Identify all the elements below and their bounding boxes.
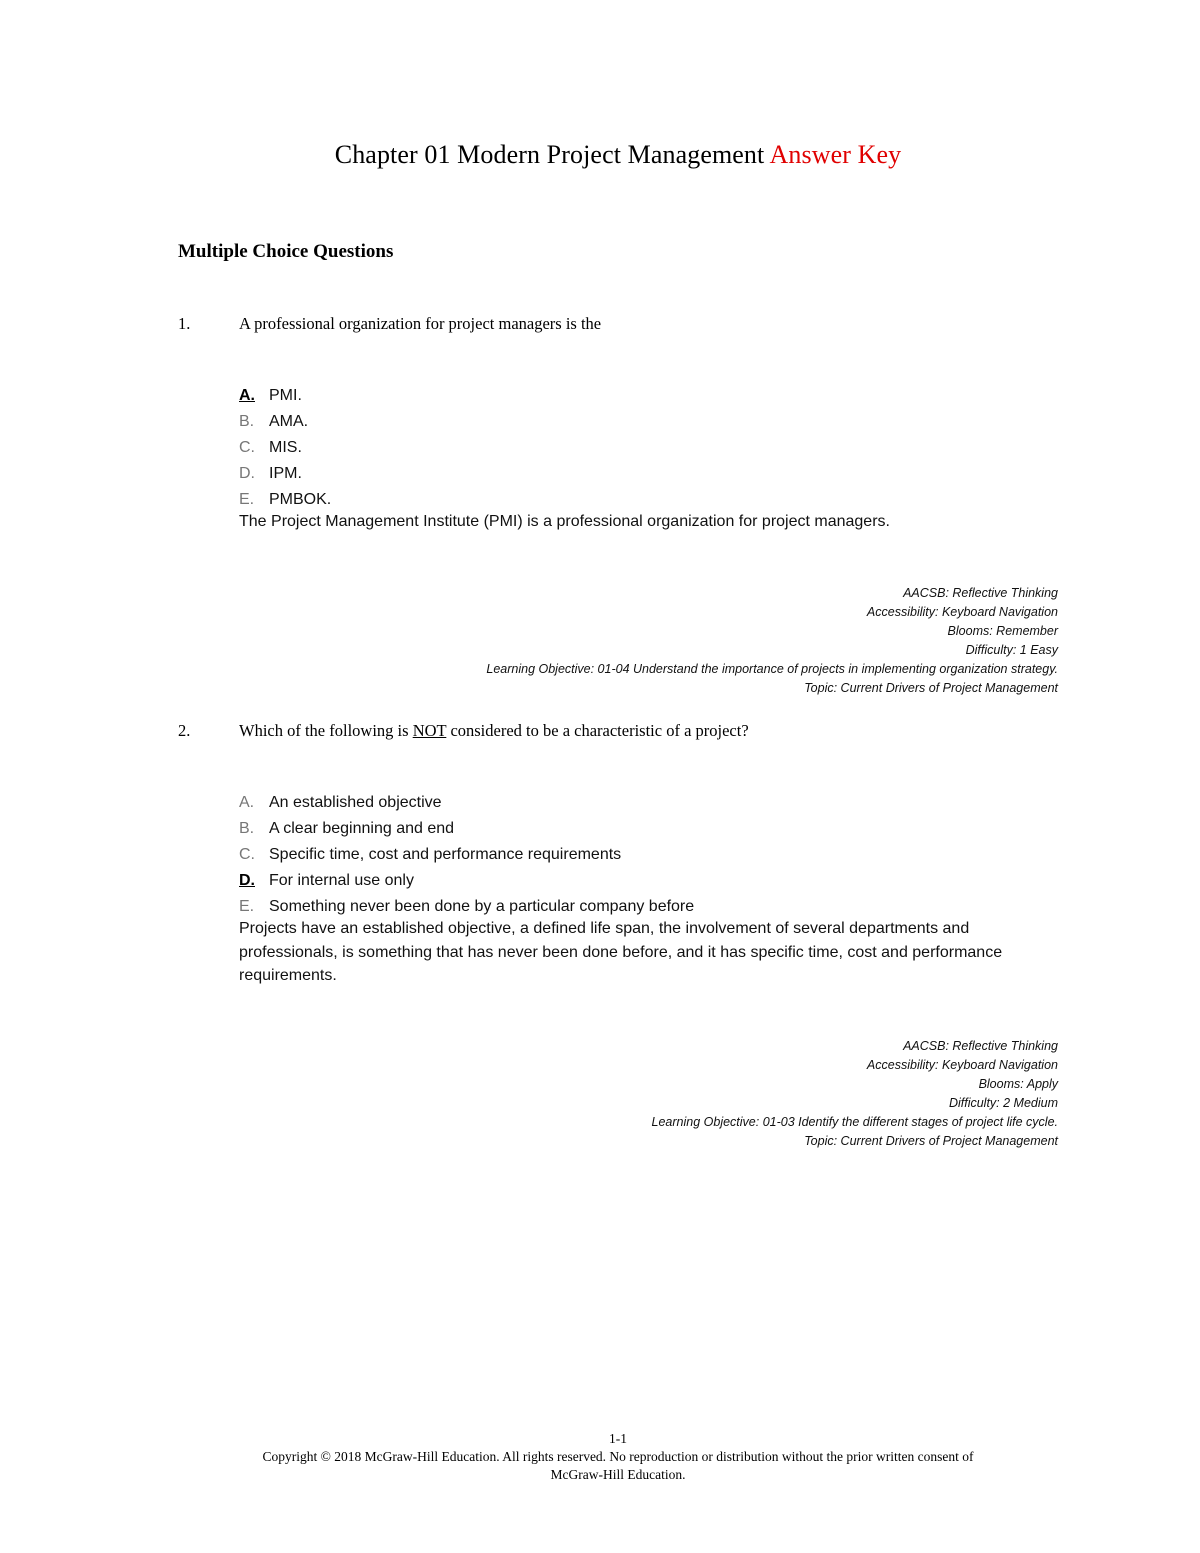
answer-option-a [239, 790, 1058, 816]
question-1-metadata [178, 584, 1058, 698]
option-letter: B. [239, 413, 255, 430]
meta-difficulty: Difficulty: 1 Easy [965, 643, 1058, 657]
meta-topic: Topic: Current Drivers of Project Management [804, 681, 1058, 695]
option-text: Something never been done by a particular company before [269, 898, 695, 915]
option-letter: B. [239, 820, 255, 837]
option-text: Specific time, cost and performance requirements [269, 846, 622, 863]
answer-option-e [239, 894, 1058, 920]
title-main: Chapter 01 Modern Project Management [334, 140, 765, 169]
page-number: 1-1 [609, 1431, 627, 1446]
option-text: A clear beginning and end [269, 820, 455, 837]
option-text: IPM. [269, 465, 302, 482]
meta-aacsb: AACSB: Reflective Thinking [903, 1039, 1058, 1053]
question-stem [178, 721, 1058, 745]
page-footer [0, 1430, 1200, 1484]
question-2 [178, 721, 1058, 988]
answer-option-d [239, 868, 1058, 894]
option-text: PMI. [269, 387, 302, 404]
question-1 [178, 314, 1058, 534]
option-letter: D. [239, 465, 255, 482]
answer-option-d [239, 461, 1058, 487]
meta-learning-objective: Learning Objective: 01-03 Identify the different stages of project life cycle. [651, 1115, 1058, 1129]
option-letter: E. [239, 898, 255, 915]
meta-accessibility: Accessibility: Keyboard Navigation [866, 605, 1058, 619]
copyright-line-1: Copyright © 2018 McGraw-Hill Education. All rights reserved. No reproduction or distribution without the prior written consent of [262, 1449, 974, 1464]
answer-explanation: Projects have an established objective, a defined life span, the involvement of several departments and professionals, is something that has never been done before, and it has specific time, cost and performance requirements. [239, 920, 1003, 984]
answer-options [239, 383, 1058, 513]
option-letter: C. [239, 439, 255, 456]
option-text: MIS. [269, 439, 302, 456]
meta-difficulty: Difficulty: 2 Medium [948, 1096, 1058, 1110]
meta-blooms: Blooms: Apply [978, 1077, 1058, 1091]
question-2-metadata [178, 1037, 1058, 1151]
option-letter: A. [239, 794, 255, 811]
meta-blooms: Blooms: Remember [947, 624, 1058, 638]
answer-option-e [239, 487, 1058, 513]
option-letter: C. [239, 846, 255, 863]
page-title [0, 140, 1200, 170]
option-text: PMBOK. [269, 491, 332, 508]
meta-learning-objective: Learning Objective: 01-04 Understand the importance of projects in implementing organization strategy. [486, 662, 1058, 676]
copyright-line-2: McGraw-Hill Education. [550, 1467, 686, 1482]
answer-explanation: The Project Management Institute (PMI) is a professional organization for project managers. [239, 513, 890, 530]
answer-option-b [239, 409, 1058, 435]
title-highlight: Answer Key [769, 140, 902, 169]
question-text: A professional organization for project managers is the [239, 314, 602, 333]
option-letter: D. [239, 872, 255, 889]
answer-option-c [239, 435, 1058, 461]
question-number: 1. [178, 314, 191, 333]
option-text: AMA. [269, 413, 309, 430]
option-text: An established objective [269, 794, 442, 811]
answer-options [239, 790, 1058, 920]
section-heading: Multiple Choice Questions [178, 241, 394, 262]
answer-option-c [239, 842, 1058, 868]
option-letter: A. [239, 387, 255, 404]
answer-option-b [239, 816, 1058, 842]
question-text: Which of the following is NOT considered to be a characteristic of a project? [239, 721, 749, 740]
meta-aacsb: AACSB: Reflective Thinking [903, 586, 1058, 600]
meta-accessibility: Accessibility: Keyboard Navigation [866, 1058, 1058, 1072]
option-text: For internal use only [269, 872, 414, 889]
meta-topic: Topic: Current Drivers of Project Management [804, 1134, 1058, 1148]
answer-option-a [239, 383, 1058, 409]
question-stem [178, 314, 1058, 338]
option-letter: E. [239, 491, 255, 508]
question-number: 2. [178, 721, 191, 740]
